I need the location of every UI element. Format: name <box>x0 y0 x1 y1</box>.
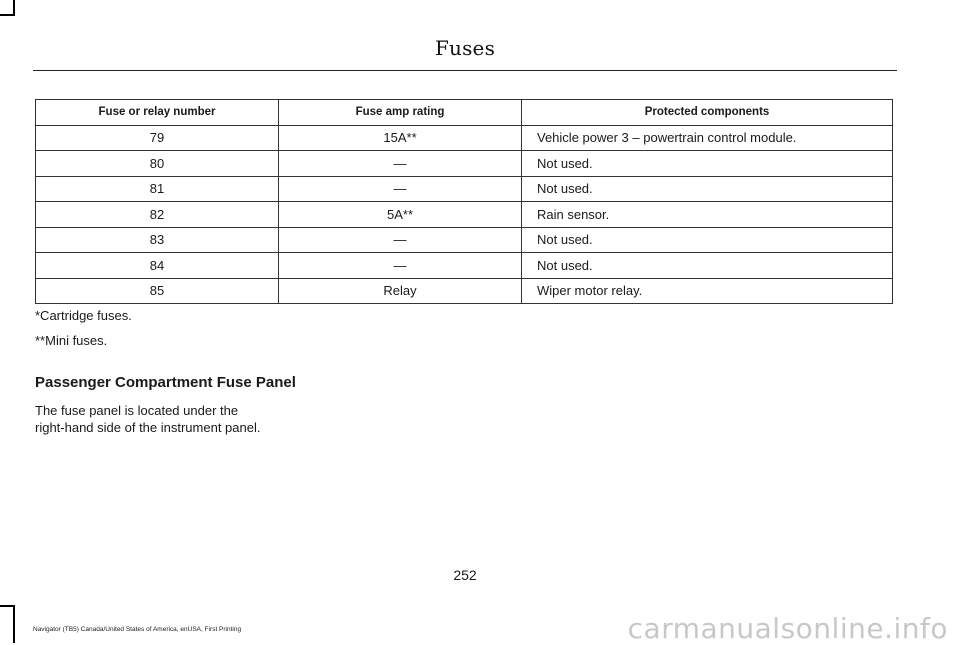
amp-rating-cell: — <box>279 151 522 177</box>
crop-mark-top-left-vertical <box>13 0 15 15</box>
table-row <box>36 176 893 202</box>
table-row <box>36 202 893 228</box>
crop-mark-bottom-left-horizontal <box>0 605 15 607</box>
protected-component-cell: Rain sensor. <box>522 202 893 228</box>
amp-rating-cell: — <box>279 227 522 253</box>
fuse-number-cell: 80 <box>36 151 279 177</box>
table-row <box>36 151 893 177</box>
footnote-mini-fuses: **Mini fuses. <box>35 333 108 348</box>
section-heading: Passenger Compartment Fuse Panel <box>35 374 296 391</box>
section-body <box>35 402 295 436</box>
protected-component-cell: Not used. <box>522 253 893 279</box>
table-row <box>36 278 893 304</box>
fuse-number-cell: 85 <box>36 278 279 304</box>
watermark: carmanualsonline.info <box>627 612 948 645</box>
crop-mark-bottom-left-vertical <box>13 605 15 643</box>
column-header-amp-rating: Fuse amp rating <box>279 100 522 126</box>
fuse-number-cell: 82 <box>36 202 279 228</box>
amp-rating-cell: 5A** <box>279 202 522 228</box>
footnote-cartridge-fuses: *Cartridge fuses. <box>35 308 132 323</box>
header-divider <box>33 70 897 71</box>
amp-rating-cell: 15A** <box>279 125 522 151</box>
table-row <box>36 227 893 253</box>
fuse-table <box>35 99 893 304</box>
page-title: Fuses <box>434 36 496 60</box>
amp-rating-cell: Relay <box>279 278 522 304</box>
column-header-protected-components: Protected components <box>522 100 893 126</box>
section-body-line: The fuse panel is located under the <box>35 403 239 418</box>
section-body-line: right-hand side of the instrument panel. <box>35 420 261 435</box>
amp-rating-cell: — <box>279 253 522 279</box>
fuse-number-cell: 81 <box>36 176 279 202</box>
protected-component-cell: Wiper motor relay. <box>522 278 893 304</box>
page-number: 252 <box>453 567 477 583</box>
fuse-number-cell: 79 <box>36 125 279 151</box>
footer-publication-info: Navigator (TB5) Canada/United States of America, enUSA, First Printing <box>33 626 242 633</box>
amp-rating-cell: — <box>279 176 522 202</box>
table-header-row <box>36 100 893 126</box>
protected-component-cell: Not used. <box>522 227 893 253</box>
table-row <box>36 253 893 279</box>
protected-component-cell: Not used. <box>522 176 893 202</box>
protected-component-cell: Vehicle power 3 – powertrain control module. <box>522 125 893 151</box>
crop-mark-top-left-horizontal <box>0 14 15 16</box>
column-header-fuse-number: Fuse or relay number <box>36 100 279 126</box>
fuse-number-cell: 84 <box>36 253 279 279</box>
protected-component-cell: Not used. <box>522 151 893 177</box>
table-row <box>36 125 893 151</box>
fuse-number-cell: 83 <box>36 227 279 253</box>
